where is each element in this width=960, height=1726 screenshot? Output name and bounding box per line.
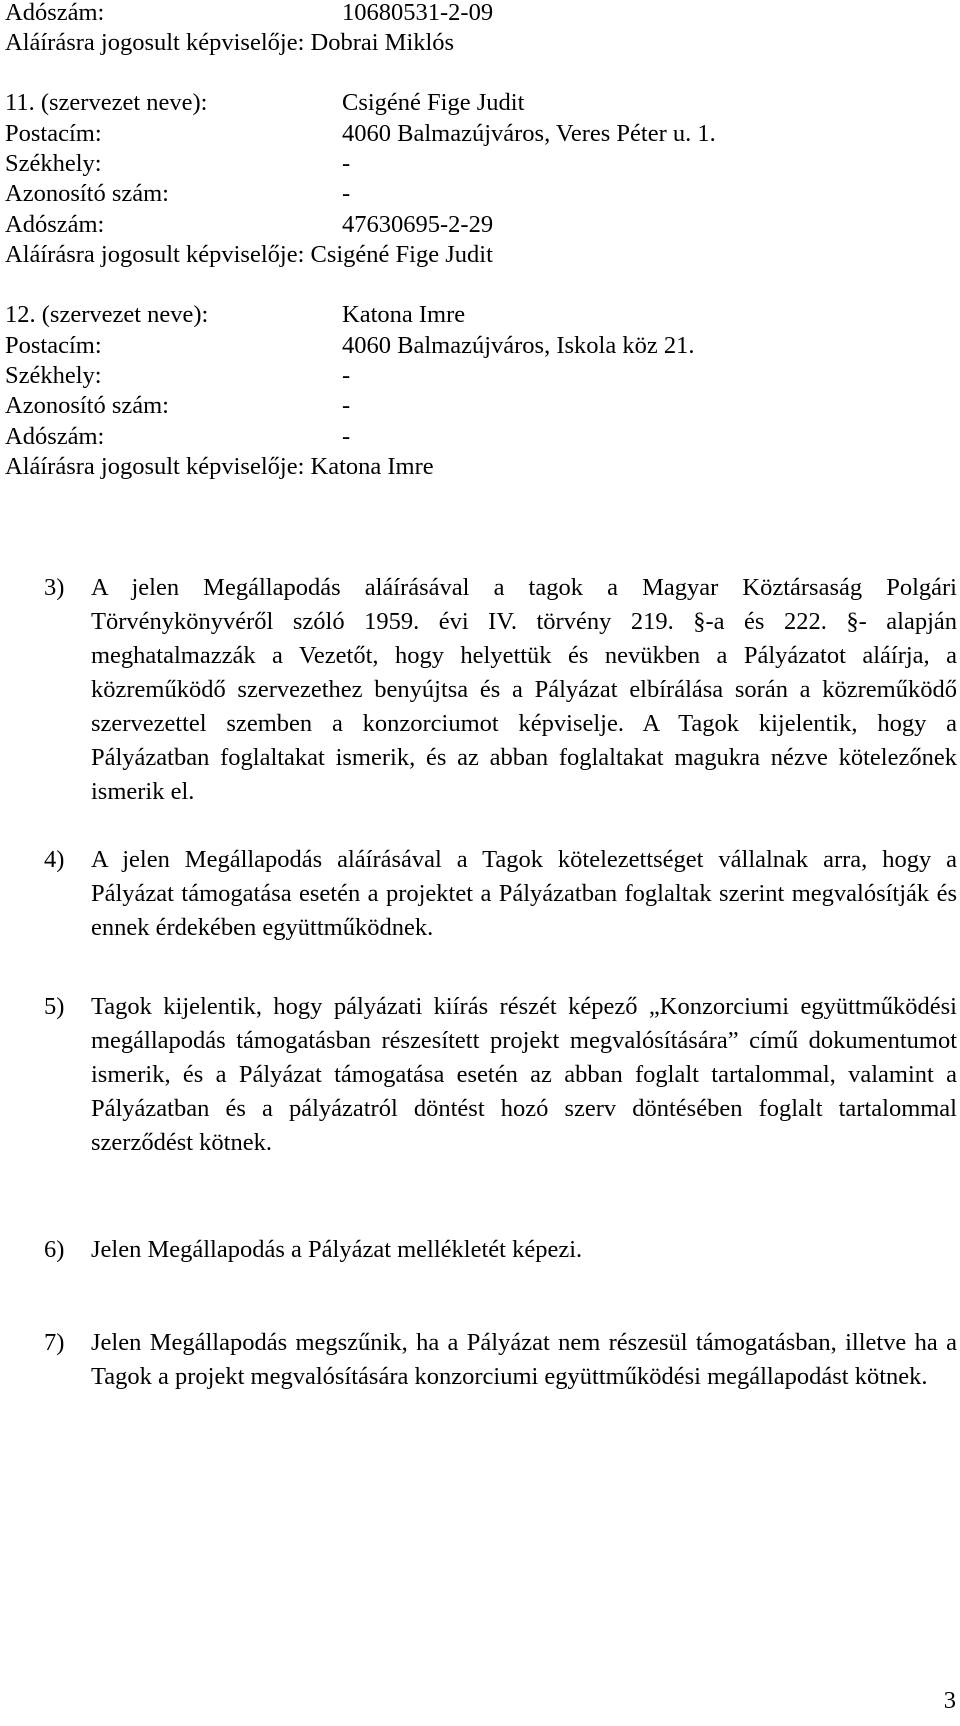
- member-szekhely-label: Székhely:: [5, 362, 102, 389]
- top-adoszam-label: Adószám:: [5, 0, 105, 26]
- paragraph-text: Tagok kijelentik, hogy pályázati kiírás részét képező „Konzorciumi együttműködési megállapodás támogatásban részesített projekt megvalósítására” című dokumentumot ismerik, és a Pályázat támogatása esetén az abban foglalt tartalommal, valamint a Pályázatban és a pályázatról döntést hozó szerv döntésében foglalt tartalommal szerződést kötnek.: [91, 993, 957, 1156]
- member-signer-line: Aláírásra jogosult képviselője: Csigéné Fige Judit: [5, 241, 493, 268]
- paragraph-number: 3): [44, 574, 65, 601]
- member-azonosito-value: -: [342, 392, 351, 419]
- member-postacim-value: 4060 Balmazújváros, Iskola köz 21.: [342, 332, 695, 359]
- member-name-value: Csigéné Fige Judit: [342, 89, 525, 116]
- member-szekhely-value: -: [342, 362, 351, 389]
- member-adoszam-label: Adószám:: [5, 423, 105, 450]
- member-adoszam-value: 47630695-2-29: [342, 211, 494, 238]
- top-signer-line: Aláírásra jogosult képviselője: Dobrai Miklós: [5, 29, 455, 56]
- member-postacim-label: Postacím:: [5, 120, 102, 147]
- paragraph-text: Jelen Megállapodás megszűnik, ha a Pályázat nem részesül támogatásban, illetve ha a Tagok a projekt megvalósítására konzorciumi együttműködési megállapodást kötnek.: [91, 1329, 957, 1390]
- paragraph-number: 7): [44, 1329, 65, 1356]
- paragraph-number: 4): [44, 846, 65, 873]
- member-name-label: 11. (szervezet neve):: [5, 89, 208, 116]
- member-szekhely-label: Székhely:: [5, 150, 102, 177]
- member-azonosito-label: Azonosító szám:: [5, 180, 169, 207]
- paragraph-number: 6): [44, 1236, 65, 1263]
- member-azonosito-value: -: [342, 180, 351, 207]
- member-postacim-value: 4060 Balmazújváros, Veres Péter u. 1.: [342, 120, 716, 147]
- page-number: 3: [943, 1687, 956, 1714]
- paragraph-text: Jelen Megállapodás a Pályázat mellékletét képezi.: [91, 1236, 583, 1263]
- paragraph-text: A jelen Megállapodás aláírásával a Tagok kötelezettséget vállalnak arra, hogy a Pályázat támogatása esetén a projektet a Pályázatban foglaltak szerint megvalósítják és ennek érdekében együttműködnek.: [91, 846, 957, 941]
- paragraph-number: 5): [44, 993, 65, 1020]
- paragraph-text: A jelen Megállapodás aláírásával a tagok a Magyar Köztársaság Polgári Törvénykönyvéről szóló 1959. évi IV. törvény 219. §-a és 222. §- alapján meghatalmazzák a Vezetőt, hogy helyettük és nevükben a Pályázatot aláírja, a közreműködő szervezethez benyújtsa és a Pályázat elbírálása során a közreműködő szervezettel szemben a konzorciumot képviselje. A Tagok kijelentik, hogy a Pályázatban foglaltakat ismerik, és az abban foglaltakat magukra nézve kötelezőnek ismerik el.: [91, 574, 957, 805]
- top-adoszam-value: 10680531-2-09: [342, 0, 494, 26]
- member-name-label: 12. (szervezet neve):: [5, 301, 209, 328]
- member-signer-line: Aláírásra jogosult képviselője: Katona Imre: [5, 453, 434, 480]
- member-azonosito-label: Azonosító szám:: [5, 392, 169, 419]
- member-adoszam-value: -: [342, 423, 351, 450]
- member-name-value: Katona Imre: [342, 301, 466, 328]
- member-postacim-label: Postacím:: [5, 332, 102, 359]
- member-adoszam-label: Adószám:: [5, 211, 105, 238]
- member-szekhely-value: -: [342, 150, 351, 177]
